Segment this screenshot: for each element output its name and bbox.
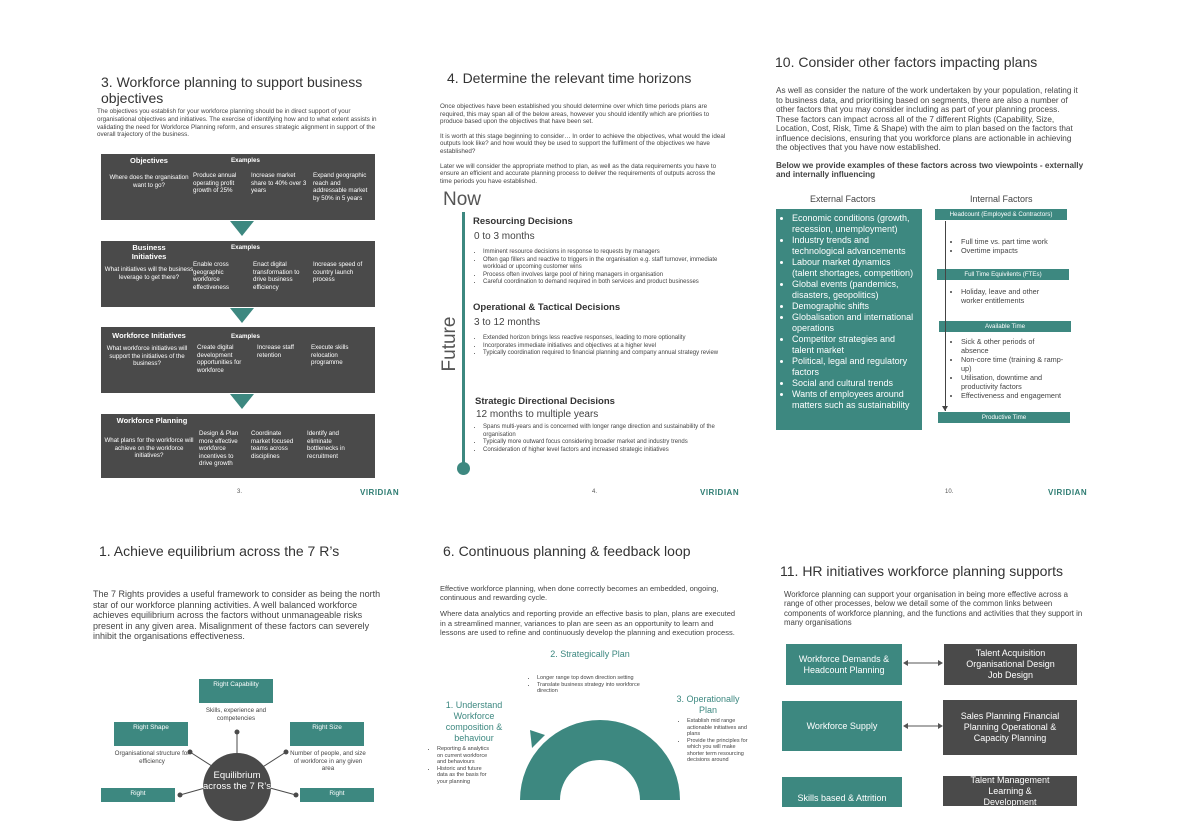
internal-list — [952, 237, 1048, 255]
page-title: 1. Achieve equilibrium across the 7 R’s — [99, 543, 340, 559]
intro-text — [440, 584, 736, 644]
viridian-logo: VIRIDIAN — [360, 488, 400, 497]
right-shape-box: Right Shape — [114, 722, 188, 746]
intro-text: The 7 Rights provides a useful framework to consider as being the north star of our workforce planning activities. A well balanced workforce achieves equilibrium across the factors without unmanageable risks present in any given area. Misalignment of these factors can severely inhibit the organisations effectiveness. — [93, 589, 381, 642]
intro-text: Workforce planning can support your organisation in being more effective across a range of other processes, below we detail some of the common links between components of workforce planning, and the functions and activities that they support in many organisations — [784, 590, 1083, 628]
paragraph: Later we will consider the appropriate method to plan, as well as the data requirements you have to ensure an efficient and accurate planning process to deliver the requirements of outputs across the time periods you have established. — [440, 162, 717, 185]
block-question: What plans for the workforce will achieve on the workforce initiatives? — [104, 437, 194, 459]
internal-bar: Available Time — [939, 321, 1071, 332]
down-arrow-icon — [230, 221, 254, 236]
right-size-box: Right Size — [290, 722, 364, 746]
paragraph: Effective workforce planning, when done correctly becomes an embedded, ongoing, continuous and rewarding cycle. — [440, 584, 719, 603]
list-item: • Process often involves large pool of hiring managers in organisation — [483, 272, 740, 280]
list-item: • Global events (pandemics, disasters, geopolitics) — [792, 279, 916, 301]
arrow-down-icon — [942, 406, 948, 411]
example-item: Enact digital transformation to drive business efficiency — [253, 261, 300, 291]
right-caption: Organisational structure for efficiency — [114, 750, 190, 765]
list-item: • Industry trends and technological advancements — [792, 235, 916, 257]
timeline-dot — [457, 462, 470, 475]
intro-text — [440, 103, 728, 192]
example-item: Design & Plan more effective workforce incentives to drive growth — [199, 430, 239, 467]
example-item: Produce annual operating profit growth of 25% — [193, 172, 237, 194]
internal-bar: Headcount (Employed & Contractors) — [935, 209, 1067, 220]
list-item: • Full time vs. part time work — [961, 237, 1048, 246]
step-heading: 1. Understand Workforce composition & behaviour — [445, 700, 503, 743]
list-item: • Effectiveness and engagement — [961, 391, 1064, 400]
business-initiatives-block — [101, 241, 375, 307]
list-item: • Competitor strategies and talent market — [792, 334, 916, 356]
list-item: • Economic conditions (growth, recession, unemployment) — [792, 213, 916, 235]
example-item: Execute skills relocation programme — [311, 344, 349, 366]
viridian-logo: VIRIDIAN — [1048, 488, 1088, 497]
list-item: • Careful coordination to demand required in both services and product businesses — [483, 279, 740, 287]
examples-label: Examples — [231, 157, 260, 164]
bidirectional-arrows — [903, 655, 943, 735]
down-arrow-icon — [230, 308, 254, 323]
page-title: 3. Workforce planning to support business objectives — [101, 74, 363, 106]
now-label: Now — [443, 189, 482, 210]
list-item: • Utilisation, downtime and productivity factors — [961, 373, 1064, 391]
list-item: • Establish mid range actionable initiatives and plans — [687, 718, 750, 738]
internal-list — [952, 287, 1062, 305]
block-question: Where does the organisation want to go? — [109, 174, 189, 189]
future-label: Future — [439, 316, 460, 372]
external-factors-title: External Factors — [810, 194, 876, 204]
list-item: • Sick & other periods of absence — [961, 337, 1064, 355]
paragraph: As well as consider the nature of the work undertaken by your population, relating it to business data, and prioritising based on segments, there are also a number of other factors that you may consider including as part of your planning process. These factors can impact across all of the 7 different Rights (Capability, Size, Location, Cost, Risk, Time & Shape) with the aim to plan based on the factors that influence decisions, ensuring that you workforce plans are actionable in achieving the objectives that you have now established. — [776, 86, 1078, 152]
internal-factors-title: Internal Factors — [970, 194, 1033, 204]
paragraph: Where data analytics and reporting provide an effective basis to plan, plans are executed in a streamlined manner, variances to plan are seen as an opportunity to learn and lessons are used to refine and continuously develop the planning and execution process. — [440, 609, 736, 637]
list-item: • Imminent resource decisions in response to requests by managers — [483, 249, 740, 257]
horizon-range: 3 to 12 months — [474, 317, 541, 328]
intro-text: The objectives you establish for your workforce planning should be in direct support of your organisational objectives and initiatives. The exercise of identifying how and to what extent assists in validating the need for Workforce Planning reform, and ensures strategic alignment in support of the overall trajectory of the business. — [97, 108, 377, 139]
hr-right-box: Sales Planning Financial Planning Operational & Capacity Planning — [943, 700, 1077, 755]
list-item: • Political, legal and regulatory factors — [792, 356, 916, 378]
page-number: 3. — [237, 489, 243, 495]
horizon-range: 12 months to multiple years — [476, 409, 599, 420]
hr-right-box: Talent Acquisition Organisational Design Job Design — [944, 644, 1077, 685]
block-question: What initiatives will the business leverage to get there? — [104, 266, 194, 281]
hr-left-box: Workforce Supply — [782, 701, 902, 751]
example-item: Expand geographic reach and addressable market by 50% in 5 years — [313, 172, 368, 202]
horizon-heading: Resourcing Decisions — [473, 216, 573, 227]
list-item: • Provide the principles for which you will make shorter term resourcing decisions around — [687, 738, 750, 764]
down-arrow-icon — [230, 394, 254, 409]
internal-flow-line — [945, 221, 946, 411]
list-item: • Incorporates immediate initiatives and objectives at a higher level — [483, 343, 740, 351]
list-item: • Demographic shifts — [792, 301, 916, 312]
step-list — [680, 718, 750, 764]
block-question: What workforce initiatives will support the initiatives of the business? — [106, 345, 188, 367]
external-factors-list — [776, 209, 922, 430]
paragraph: Once objectives have been established you should determine over which time periods plans are required, this may span all of the below areas, however you should identify which are priorities to produce based upon the objectives that have been set. — [440, 103, 710, 126]
example-item: Increase speed of country launch process — [313, 261, 363, 283]
page-title: 6. Continuous planning & feedback loop — [443, 543, 691, 559]
example-item: Increase staff retention — [257, 344, 295, 359]
step-list — [530, 675, 650, 695]
block-heading: Workforce Initiatives — [112, 331, 186, 340]
step-heading: 3. Operationally Plan — [676, 694, 740, 715]
workforce-planning-block — [101, 414, 375, 478]
list-item: • Typically more outward focus considering broader market and industry trends — [483, 439, 740, 447]
step-list — [430, 746, 492, 785]
right-capability-box: Right Capability — [199, 679, 273, 703]
example-item: Increase market share to 40% over 3 years — [251, 172, 307, 194]
list-item: • Longer range top down direction setting — [537, 675, 650, 682]
list-item: • Translate business strategy into workforce direction — [537, 682, 650, 695]
horizon-list — [475, 249, 740, 287]
list-item: • Holiday, leave and other worker entitlements — [961, 287, 1062, 305]
intro-text — [776, 86, 1084, 188]
list-item: • Social and cultural trends — [792, 378, 916, 389]
block-heading: Workforce Planning — [116, 416, 188, 425]
horizon-heading: Strategic Directional Decisions — [475, 396, 615, 407]
equilibrium-circle: Equilibrium across the 7 R’s — [203, 753, 271, 821]
horizon-heading: Operational & Tactical Decisions — [473, 302, 621, 313]
block-heading: Objectives — [130, 156, 168, 165]
internal-bar: Productive Time — [938, 412, 1070, 423]
page-title: 11. HR initiatives workforce planning supports — [780, 563, 1063, 579]
list-item: • Typically coordination required to financial planning and company annual strategy review — [483, 350, 740, 358]
example-item: Enable cross geographic workforce effectiveness — [193, 261, 230, 291]
list-item: • Overtime impacts — [961, 246, 1048, 255]
example-item: Create digital development opportunities for workforce — [197, 344, 242, 374]
lead-text: Below we provide examples of these factors across two viewpoints - externally and internally influencing — [776, 160, 1084, 179]
list-item: • Reporting & analytics on current workforce and behaviours — [437, 746, 492, 766]
list-item: • Globalisation and international operations — [792, 312, 916, 334]
examples-label: Examples — [231, 244, 260, 251]
hr-right-box: Talent Management Learning & Development — [943, 776, 1077, 806]
list-item: • Non-core time (training & ramp-up) — [961, 355, 1064, 373]
internal-bar: Full Time Equivilents (FTEs) — [937, 269, 1069, 280]
hr-left-box: Skills based & Attrition — [782, 777, 902, 807]
examples-label: Examples — [231, 333, 260, 340]
workforce-initiatives-block — [101, 327, 375, 393]
right-box: Right — [101, 788, 175, 802]
objectives-block — [101, 154, 375, 220]
example-item: Coordinate market focused teams across disciplines — [251, 430, 294, 460]
page-title: 4. Determine the relevant time horizons — [447, 70, 692, 86]
list-item: • Labour market dynamics (talent shortages, competition) — [792, 257, 916, 279]
timeline-line — [462, 212, 465, 468]
right-caption: Skills, experience and competencies — [205, 707, 267, 722]
page-number: 10. — [945, 489, 954, 495]
viridian-logo: VIRIDIAN — [700, 488, 740, 497]
right-box: Right — [300, 788, 374, 802]
list-item: • Consideration of higher level factors and increased strategic initiatives — [483, 447, 740, 455]
page-title: 10. Consider other factors impacting plans — [775, 54, 1038, 70]
horizon-list — [475, 424, 740, 454]
right-caption: Number of people, and size of workforce in any given area — [290, 750, 366, 772]
example-item: Identify and eliminate bottlenecks in recruitment — [307, 430, 345, 460]
horizon-list — [475, 335, 740, 358]
list-item: • Extended horizon brings less reactive responses, leading to more optionality — [483, 335, 740, 343]
internal-list — [952, 337, 1064, 400]
horizon-range: 0 to 3 months — [474, 231, 535, 242]
list-item: • Wants of employees around matters such as sustainability — [792, 389, 916, 411]
page-number: 4. — [592, 489, 598, 495]
step-heading: 2. Strategically Plan — [550, 649, 630, 659]
paragraph: It is worth at this stage beginning to consider… In order to achieve the objectives, what would the ideal outputs look like? and how would they be used to support the fulfilment of the objectives we have established? — [440, 132, 726, 155]
list-item: • Historic and future data as the basis for your planning — [437, 766, 492, 786]
list-item: • Spans multi-years and is concerned with longer range direction and sustainability of the organisation — [483, 424, 740, 439]
hr-left-box: Workforce Demands & Headcount Planning — [786, 644, 902, 685]
list-item: • Often gap fillers and reactive to triggers in the organisation e.g. staff turnover, immediate workload or upcoming customer wins — [483, 257, 740, 272]
block-heading: Business Initiatives — [131, 243, 167, 261]
